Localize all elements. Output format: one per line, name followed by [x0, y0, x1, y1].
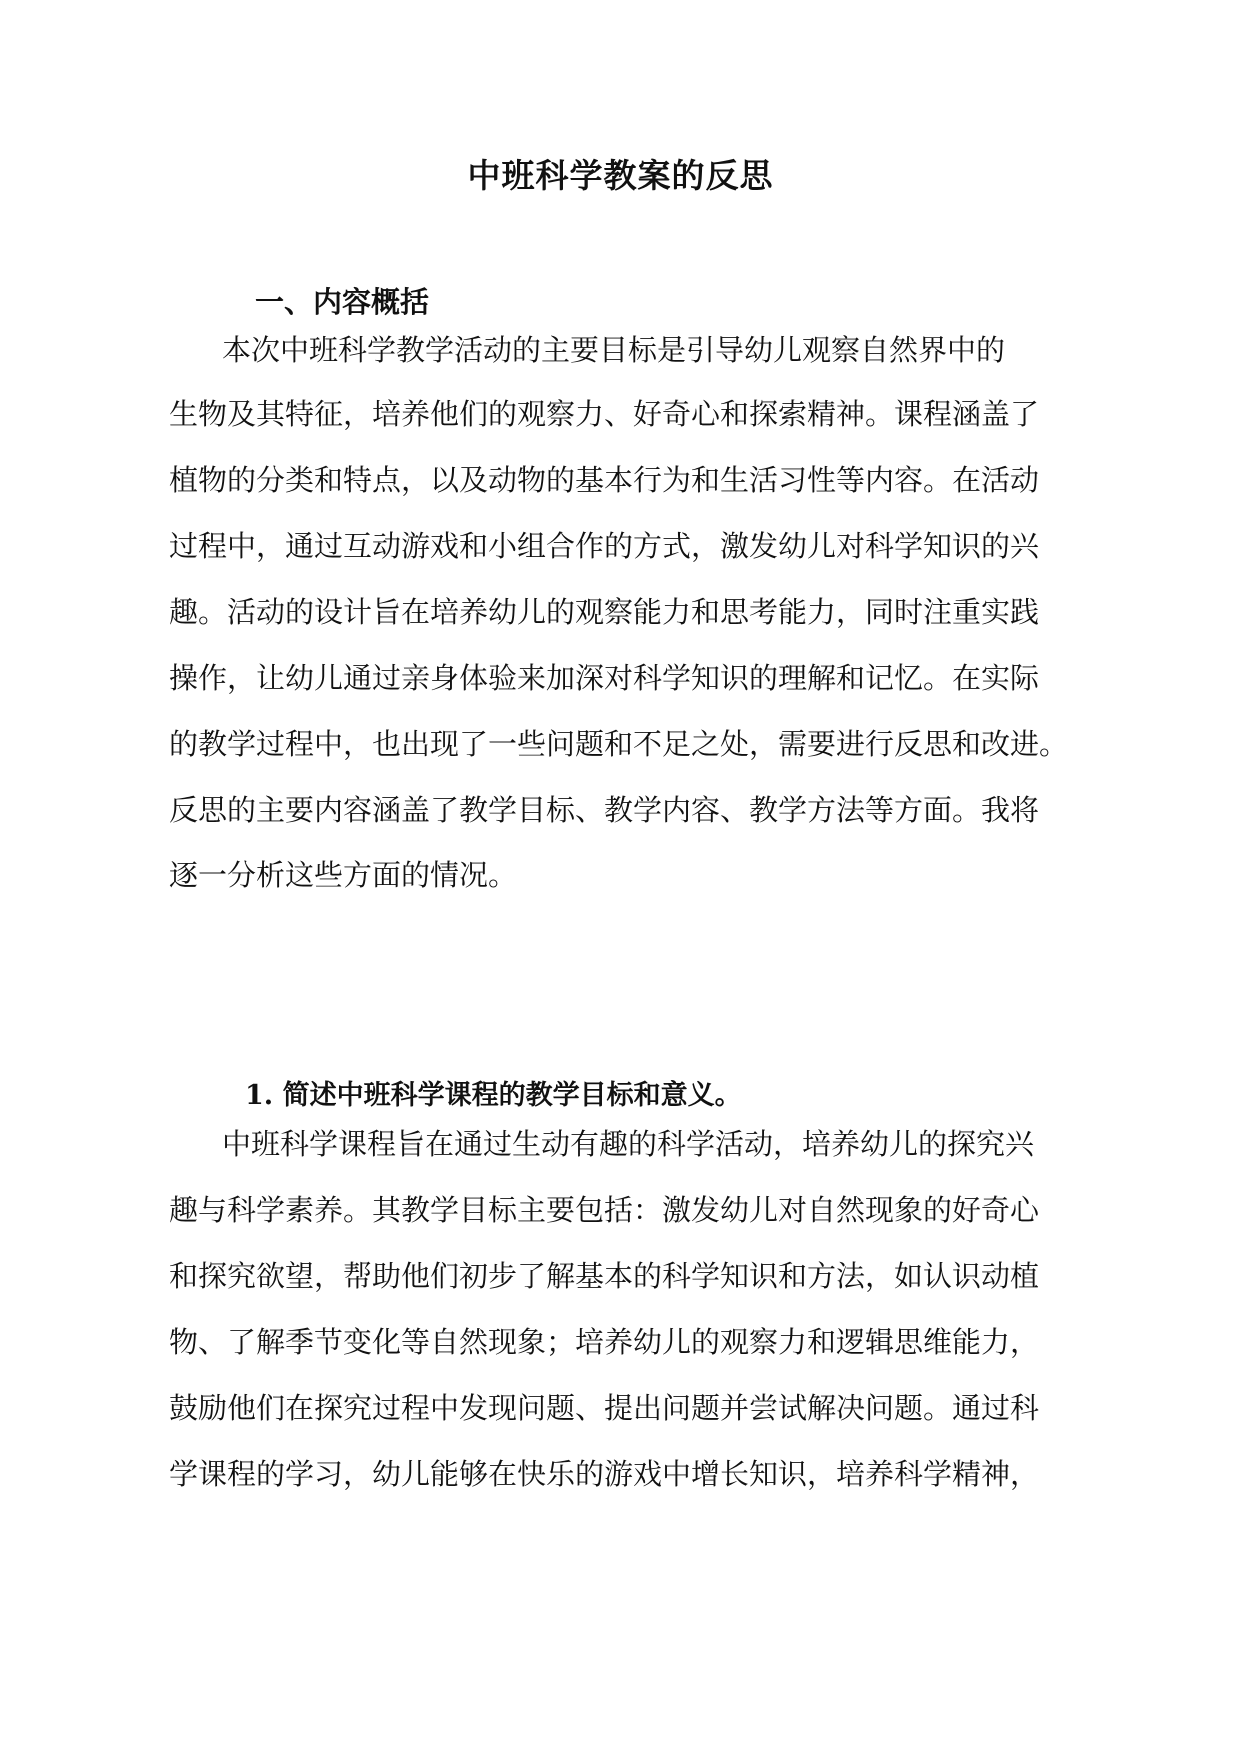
paragraph-line: 过程中，通过互动游戏和小组合作的方式，激发幼儿对科学知识的兴 — [169, 529, 1040, 563]
paragraph-line: 反思的主要内容涵盖了教学目标、教学内容、教学方法等方面。我将 — [169, 793, 1040, 827]
paragraph-line: 操作，让幼儿通过亲身体验来加深对科学知识的理解和记忆。在实际 — [169, 661, 1040, 695]
paragraph-line: 和探究欲望，帮助他们初步了解基本的科学知识和方法，如认识动植 — [169, 1259, 1040, 1293]
paragraph-line: 趣。活动的设计旨在培养幼儿的观察能力和思考能力，同时注重实践 — [169, 595, 1040, 629]
paragraph-line: 植物的分类和特点，以及动物的基本行为和生活习性等内容。在活动 — [169, 463, 1040, 497]
document-title: 中班科学教案的反思 — [467, 156, 774, 195]
subsection-heading-goals: 1. 简述中班科学课程的教学目标和意义。 — [245, 1080, 742, 1111]
paragraph-line: 鼓励他们在探究过程中发现问题、提出问题并尝试解决问题。通过科 — [169, 1391, 1040, 1425]
paragraph-line: 学课程的学习，幼儿能够在快乐的游戏中增长知识，培养科学精神， — [169, 1457, 1040, 1491]
paragraph-line: 本次中班科学教学活动的主要目标是引导幼儿观察自然界中的 — [222, 333, 1006, 367]
paragraph-line: 物、了解季节变化等自然现象；培养幼儿的观察力和逻辑思维能力， — [169, 1325, 1040, 1359]
section-heading-summary: 一、内容概括 — [255, 285, 430, 319]
paragraph-line: 的教学过程中，也出现了一些问题和不足之处，需要进行反思和改进。 — [169, 727, 1069, 761]
paragraph-line: 中班科学课程旨在通过生动有趣的科学活动，培养幼儿的探究兴 — [222, 1127, 1035, 1161]
paragraph-line: 趣与科学素养。其教学目标主要包括：激发幼儿对自然现象的好奇心 — [169, 1193, 1040, 1227]
paragraph-line: 逐一分析这些方面的情况。 — [169, 858, 518, 892]
paragraph-line: 生物及其特征，培养他们的观察力、好奇心和探索精神。课程涵盖了 — [169, 397, 1040, 431]
